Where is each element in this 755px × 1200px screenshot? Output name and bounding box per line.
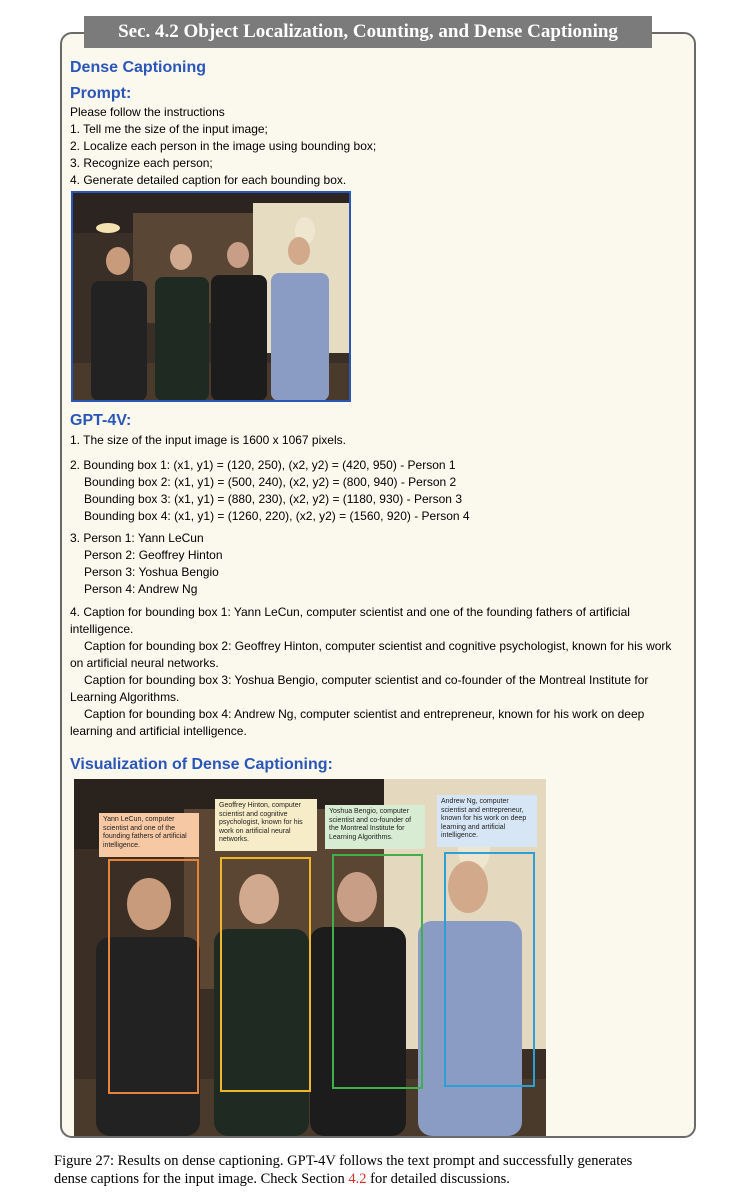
- caption-line: intelligence.: [70, 622, 134, 636]
- person-line: Person 3: Yoshua Bengio: [84, 565, 219, 579]
- dense-caption-2: Geoffrey Hinton, computer scientist and cognitive psychologist, known for his work on artificial neural networks.: [215, 799, 317, 851]
- figure-caption-line-2: [54, 1170, 714, 1188]
- person-line: 3. Person 1: Yann LeCun: [70, 531, 204, 545]
- caption-line: 4. Caption for bounding box 1: Yann LeCun, computer scientist and one of the founding fathers of artificial: [70, 605, 630, 619]
- prompt-line: 1. Tell me the size of the input image;: [70, 122, 268, 136]
- figure-caption-text: dense captions for the input image. Check Section: [54, 1171, 349, 1187]
- prompt-line: Please follow the instructions: [70, 105, 225, 119]
- prompt-label: Prompt:: [70, 85, 132, 102]
- prompt-text: [70, 104, 680, 189]
- caption-line: Caption for bounding box 3: Yoshua Bengio, computer scientist and co-founder of the Montreal Institute for: [84, 673, 649, 687]
- person-line: Person 4: Andrew Ng: [84, 582, 198, 596]
- figure-caption-line-1: Figure 27: Results on dense captioning. GPT-4V follows the text prompt and successfully generates: [54, 1153, 633, 1169]
- input-photo-drawing: [73, 193, 349, 400]
- visualization-label: Visualization of Dense Captioning:: [70, 756, 333, 773]
- gpt4v-label: GPT-4V:: [70, 412, 132, 429]
- prompt-line: 2. Localize each person in the image using bounding box;: [70, 139, 377, 153]
- caption-line: Learning Algorithms.: [70, 690, 180, 704]
- figure-caption: [54, 1152, 714, 1188]
- dense-caption-1: Yann LeCun, computer scientist and one of the founding fathers of artificial intelligence.: [99, 813, 199, 857]
- caption-line: learning and artificial intelligence.: [70, 724, 247, 738]
- caption-line: Caption for bounding box 4: Andrew Ng, computer scientist and entrepreneur, known for his work on deep: [84, 707, 645, 721]
- section-reference-link[interactable]: 4.2: [348, 1171, 367, 1187]
- caption-line: on artificial neural networks.: [70, 656, 219, 670]
- bbox-line: 2. Bounding box 1: (x1, y1) = (120, 250), (x2, y2) = (420, 950) - Person 1: [70, 458, 456, 472]
- caption-line: Caption for bounding box 2: Geoffrey Hinton, computer scientist and cognitive psychologist, known for his work: [84, 639, 672, 653]
- prompt-line: 3. Recognize each person;: [70, 156, 213, 170]
- dense-captioning-heading: Dense Captioning: [70, 59, 207, 76]
- bbox-person-1: [108, 859, 199, 1094]
- bbox-person-3: [332, 854, 423, 1089]
- size-line: 1. The size of the input image is 1600 x 1067 pixels.: [70, 433, 346, 447]
- figure-caption-text: for detailed discussions.: [366, 1171, 510, 1187]
- person-line: Person 2: Geoffrey Hinton: [84, 548, 223, 562]
- bbox-line: Bounding box 4: (x1, y1) = (1260, 220), (x2, y2) = (1560, 920) - Person 4: [84, 509, 470, 523]
- bbox-line: Bounding box 2: (x1, y1) = (500, 240), (x2, y2) = (800, 940) - Person 2: [84, 475, 457, 489]
- gpt4v-bboxes: [70, 457, 680, 525]
- prompt-line: 4. Generate detailed caption for each bounding box.: [70, 173, 347, 187]
- gpt4v-persons: [70, 530, 680, 598]
- bbox-person-4: [444, 852, 535, 1087]
- dense-caption-3: Yoshua Bengio, computer scientist and co-founder of the Montreal Institute for Learning Algorithms.: [325, 805, 425, 849]
- bbox-person-2: [220, 857, 311, 1092]
- visualization-photo: [74, 779, 546, 1136]
- section-title: Sec. 4.2 Object Localization, Counting, and Dense Captioning: [84, 16, 652, 48]
- gpt4v-captions: [70, 604, 680, 740]
- gpt4v-size: [70, 432, 680, 449]
- dense-caption-4: Andrew Ng, computer scientist and entrepreneur, known for his work on deep learning and artificial intelligence.: [437, 795, 537, 847]
- input-photo: [71, 191, 351, 402]
- bbox-line: Bounding box 3: (x1, y1) = (880, 230), (x2, y2) = (1180, 930) - Person 3: [84, 492, 462, 506]
